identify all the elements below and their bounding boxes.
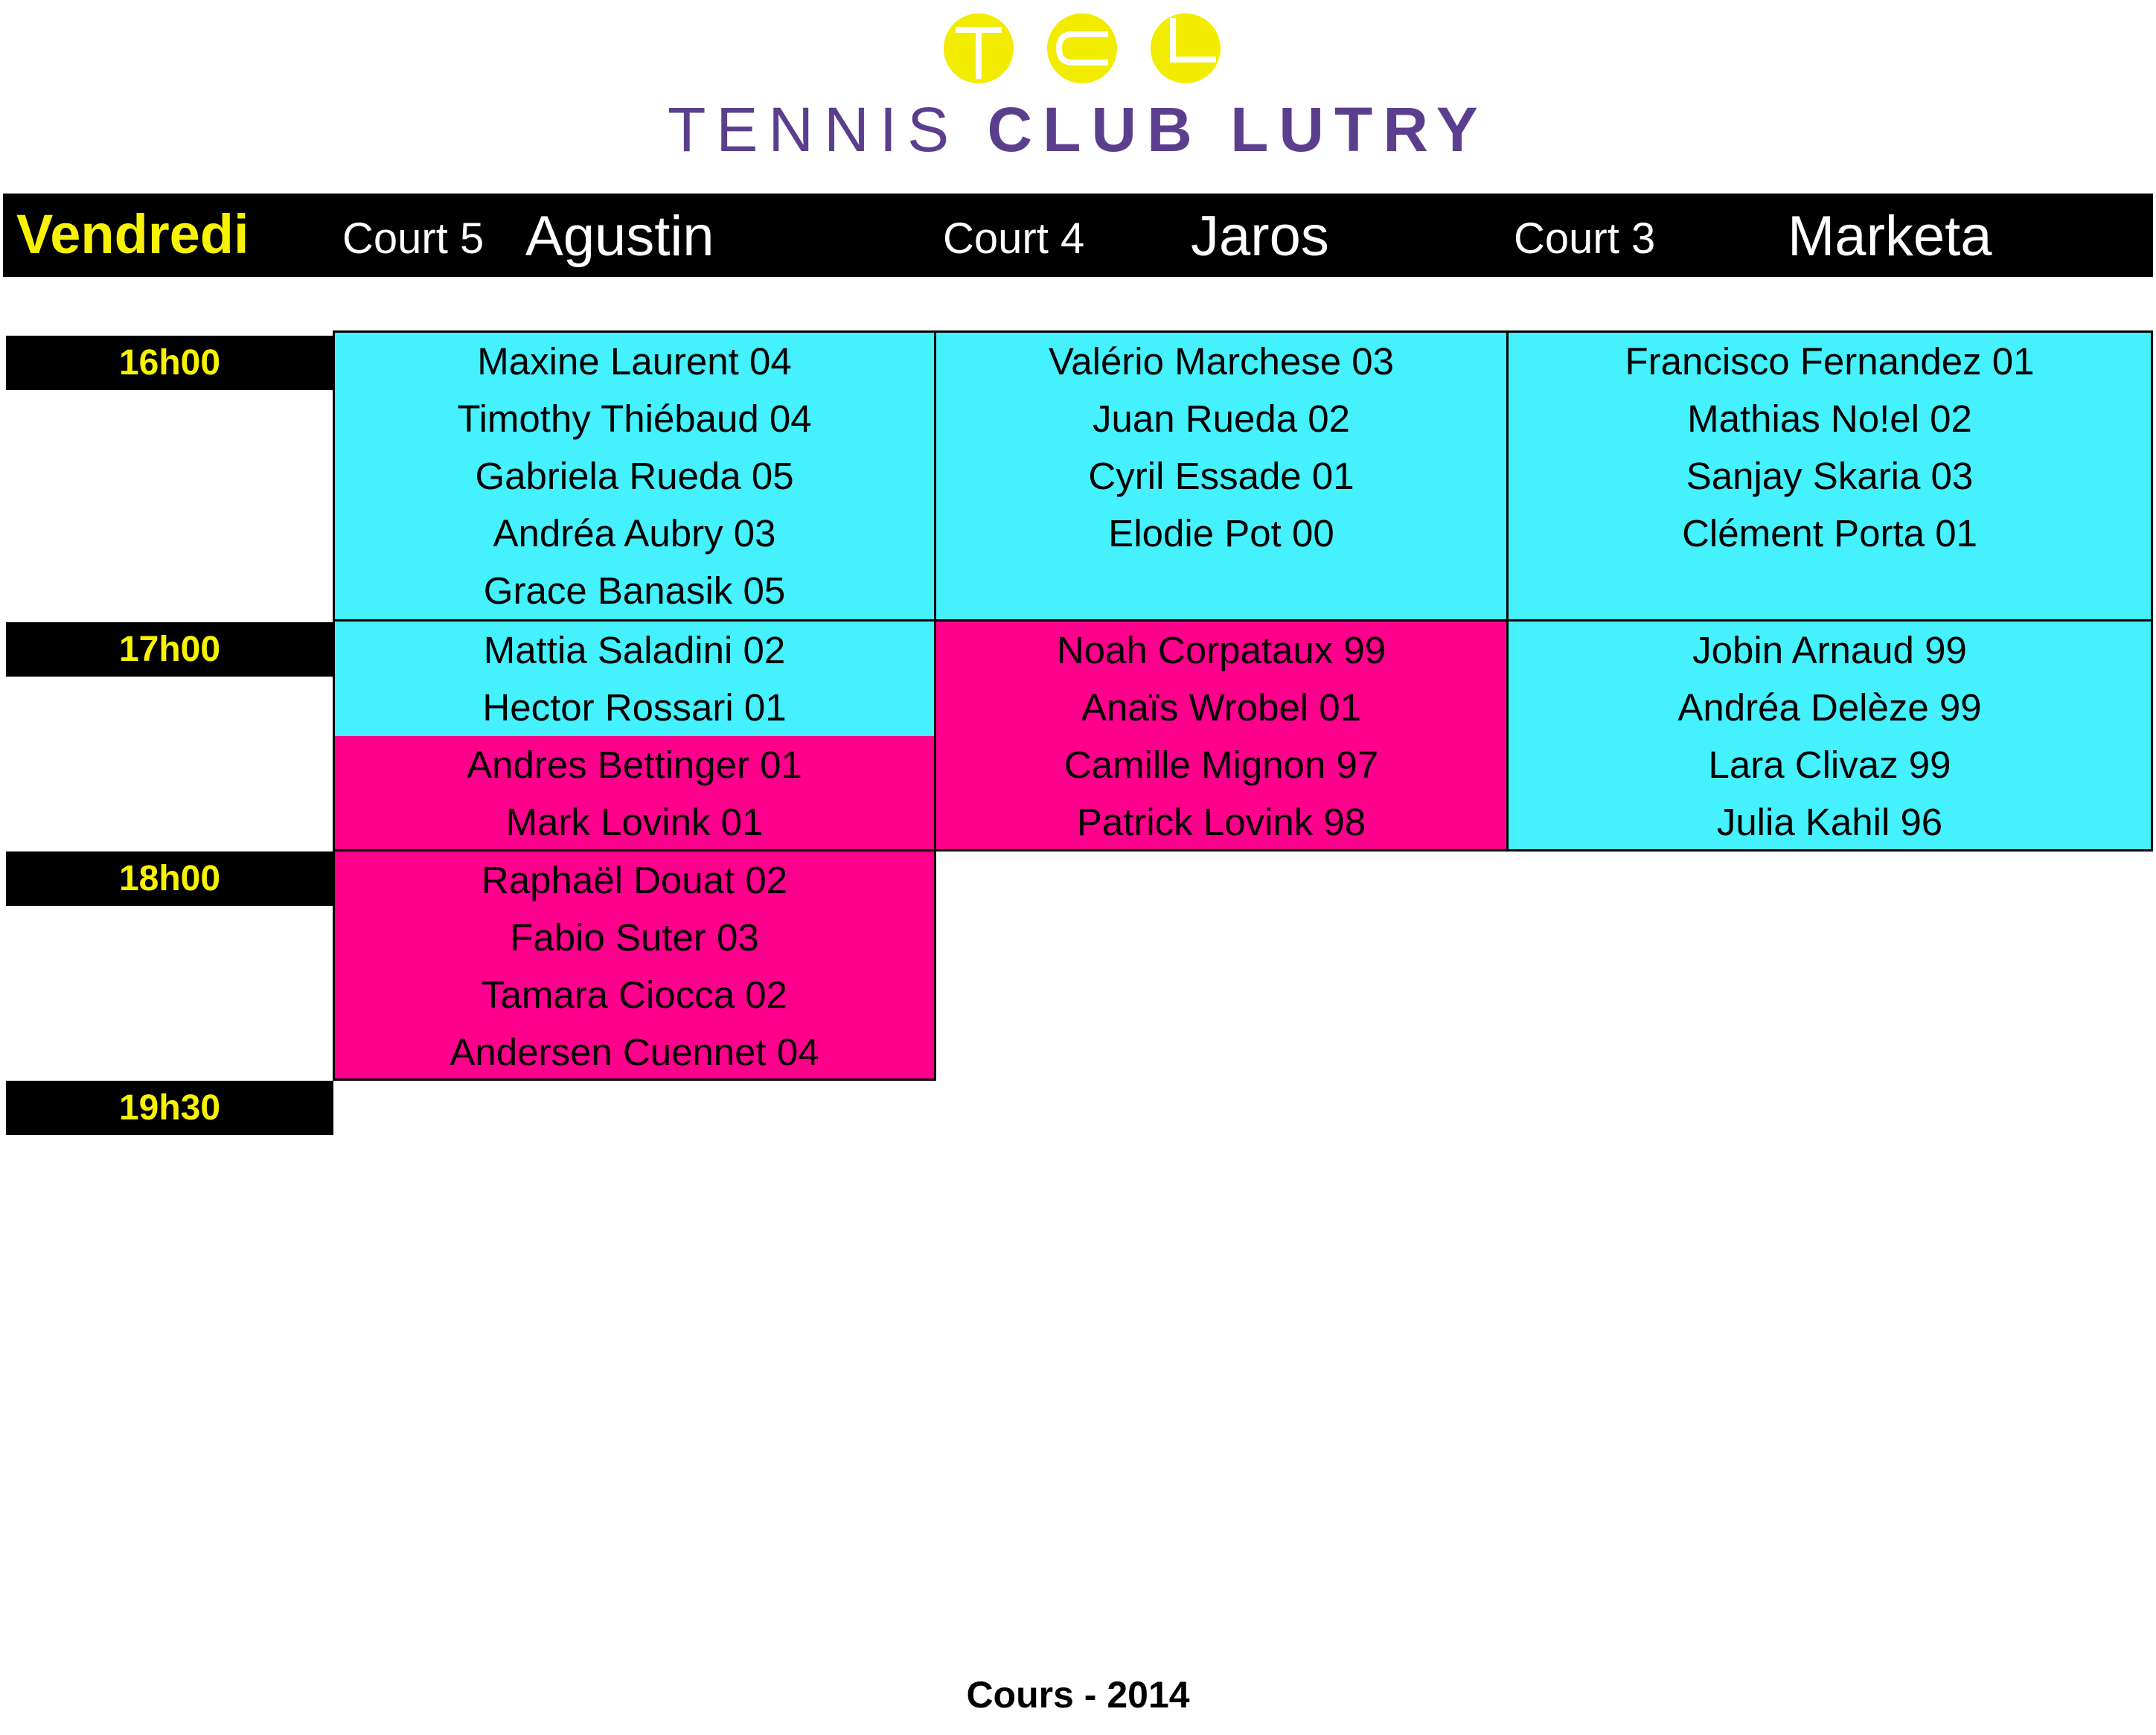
time-16h00: 16h00 [6, 336, 333, 390]
court-3-label: Court 3 [1514, 214, 1656, 263]
court-4-label: Court 4 [943, 214, 1085, 263]
logo-ball-c [1047, 13, 1117, 83]
time-19h30: 19h30 [6, 1081, 333, 1135]
player-name: Gabriela Rueda 05 [475, 455, 794, 497]
player-name: Elodie Pot 00 [1108, 512, 1334, 555]
player-name: Valério Marchese 03 [1049, 340, 1394, 383]
court-3-coach: Marketa [1788, 205, 1992, 268]
player-name: Mattia Saladini 02 [483, 629, 786, 671]
time-18h00: 18h00 [6, 851, 333, 906]
player-name: Camille Mignon 97 [1063, 744, 1379, 786]
logo-balls [944, 13, 1226, 80]
player-name: Jobin Arnaud 99 [1692, 629, 1967, 671]
club-logo [0, 0, 2156, 164]
court5-16h-group [333, 330, 936, 622]
day-label: Vendredi [16, 203, 249, 265]
logo-ball-t [944, 13, 1014, 83]
player-name: Patrick Lovink 98 [1076, 801, 1366, 843]
player-name: Andersen Cuennet 04 [450, 1031, 819, 1073]
player-name: Noah Corpataux 99 [1056, 629, 1386, 671]
player-name: Anaïs Wrobel 01 [1081, 686, 1362, 729]
header-bar [3, 194, 2153, 277]
court-4-coach: Jaros [1191, 205, 1329, 268]
court4-16h-group [934, 330, 1509, 622]
court5-18h-group [333, 849, 936, 1081]
footer-caption: Cours - 2014 [966, 1674, 1190, 1716]
player-name: Timothy Thiébaud 04 [457, 397, 812, 440]
court4-17h-group [934, 619, 1509, 851]
player-name: Julia Kahil 96 [1716, 801, 1943, 843]
player-name: Tamara Ciocca 02 [481, 974, 787, 1016]
logo-ball-l [1151, 13, 1221, 83]
player-name: Clément Porta 01 [1682, 512, 1977, 555]
time-17h00: 17h00 [6, 622, 333, 677]
player-name: Maxine Laurent 04 [477, 340, 792, 383]
player-name: Fabio Suter 03 [510, 916, 759, 959]
player-name: Cyril Essade 01 [1088, 455, 1354, 497]
player-name: Andréa Aubry 03 [493, 512, 776, 555]
player-name: Sanjay Skaria 03 [1686, 455, 1974, 497]
player-name: Mark Lovink 01 [505, 801, 764, 843]
player-name: Juan Rueda 02 [1093, 397, 1350, 440]
logo-wordmark: TENNIS CLUB LUTRY [668, 95, 1488, 164]
player-name: Andréa Delèze 99 [1677, 686, 1982, 729]
court-5-coach: Agustin [525, 205, 714, 268]
court-5-label: Court 5 [342, 214, 484, 263]
player-name: Lara Clivaz 99 [1708, 744, 1951, 786]
court3-16h-group [1506, 330, 2153, 622]
court3-17h-group [1506, 619, 2153, 851]
player-name: Andres Bettinger 01 [467, 744, 802, 786]
player-name: Grace Banasik 05 [483, 569, 786, 612]
player-name: Hector Rossari 01 [482, 686, 787, 729]
court5-17h-cyan-group [333, 619, 936, 738]
court5-17h-pink-group [333, 736, 936, 851]
player-name: Francisco Fernandez 01 [1625, 340, 2035, 383]
player-name: Raphaël Douat 02 [481, 859, 788, 901]
player-name: Mathias No!el 02 [1687, 397, 1972, 440]
